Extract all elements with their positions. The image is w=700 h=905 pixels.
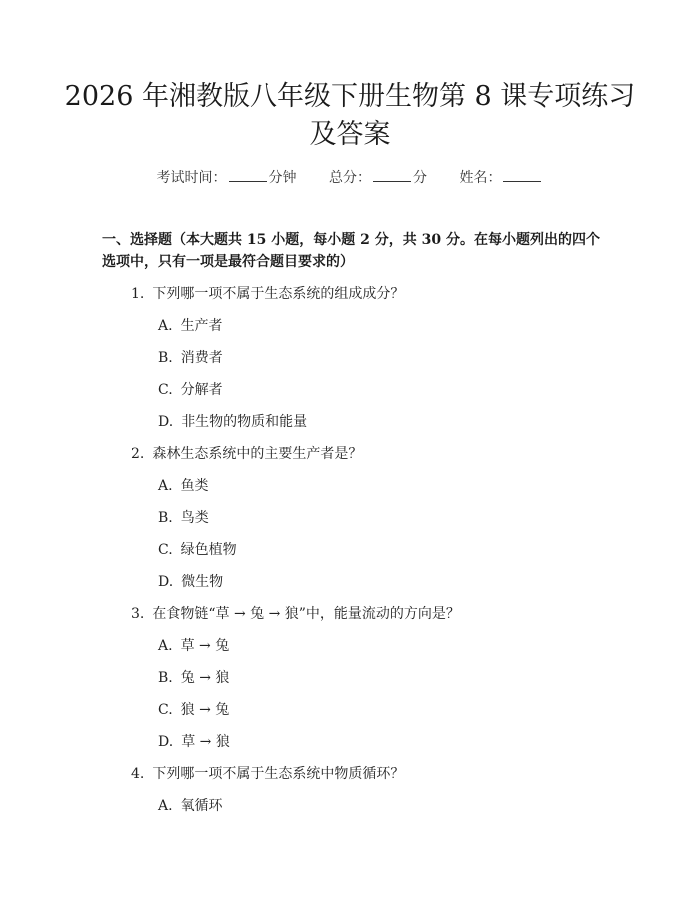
option-letter: B. [158, 670, 173, 686]
option-1d[interactable] [158, 411, 307, 431]
option-2a[interactable] [158, 475, 209, 495]
option-letter: A. [158, 638, 173, 654]
option-letter: A. [158, 478, 173, 494]
option-letter: A. [158, 798, 173, 814]
option-text: 分解者 [180, 382, 223, 398]
option-text: 绿色植物 [180, 542, 237, 558]
option-2c[interactable] [158, 539, 237, 559]
time-blank[interactable] [229, 180, 267, 182]
question-text: 下列哪一项不属于生态系统中物质循环？ [152, 766, 405, 782]
option-text: 氧循环 [180, 798, 223, 814]
option-text: 生产者 [180, 318, 223, 334]
question-text: 在食物链“草 → 兔 → 狼”中，能量流动的方向是？ [152, 606, 460, 622]
option-3d[interactable] [158, 731, 230, 751]
option-1b[interactable] [158, 347, 223, 367]
name-blank[interactable] [503, 180, 541, 182]
option-letter: B. [158, 350, 173, 366]
score-label: 总分： [329, 170, 371, 186]
score-unit: 分 [413, 170, 427, 186]
question-number: 3. [131, 606, 145, 622]
exam-meta [0, 167, 700, 187]
option-text: 非生物的物质和能量 [181, 414, 308, 430]
option-letter: C. [158, 702, 173, 718]
option-letter: C. [158, 382, 173, 398]
section-heading: 一、选择题（本大题共 15 小题，每小题 2 分，共 30 分。在每小题列出的四个选项中，只有一项是最符合题目要求的） [102, 232, 600, 270]
time-unit: 分钟 [268, 170, 297, 186]
score-field [329, 170, 431, 186]
question-number: 4. [131, 766, 145, 782]
option-1c[interactable] [158, 379, 223, 399]
time-field [157, 170, 301, 186]
question-number: 1. [131, 286, 145, 302]
option-text: 草 → 兔 [180, 638, 230, 654]
question-number: 2. [131, 446, 145, 462]
option-2d[interactable] [158, 571, 223, 591]
option-letter: D. [158, 574, 174, 590]
option-text: 草 → 狼 [181, 734, 230, 750]
question-text: 下列哪一项不属于生态系统的组成成分？ [152, 286, 405, 302]
option-3b[interactable] [158, 667, 229, 687]
option-text: 微生物 [181, 574, 224, 590]
option-text: 鸟类 [180, 510, 209, 526]
option-letter: D. [158, 414, 174, 430]
option-3a[interactable] [158, 635, 229, 655]
time-label: 考试时间： [156, 170, 227, 186]
score-blank[interactable] [373, 180, 411, 182]
option-letter: C. [158, 542, 173, 558]
option-text: 消费者 [180, 350, 223, 366]
question-2 [131, 443, 362, 463]
option-2b[interactable] [158, 507, 209, 527]
option-1a[interactable] [158, 315, 223, 335]
option-3c[interactable] [158, 699, 229, 719]
name-field [459, 170, 543, 186]
question-text: 森林生态系统中的主要生产者是？ [152, 446, 363, 462]
option-text: 兔 → 狼 [180, 670, 230, 686]
question-3 [131, 603, 460, 623]
option-4a[interactable] [158, 795, 223, 815]
option-text: 鱼类 [180, 478, 209, 494]
option-letter: B. [158, 510, 173, 526]
name-label: 姓名： [459, 170, 502, 186]
question-4 [131, 763, 404, 783]
page-title: 2026 年湘教版八年级下册生物第 8 课专项练习及答案 [64, 81, 636, 150]
option-letter: D. [158, 734, 174, 750]
question-1 [131, 283, 404, 303]
option-letter: A. [158, 318, 173, 334]
option-text: 狼 → 兔 [180, 702, 230, 718]
